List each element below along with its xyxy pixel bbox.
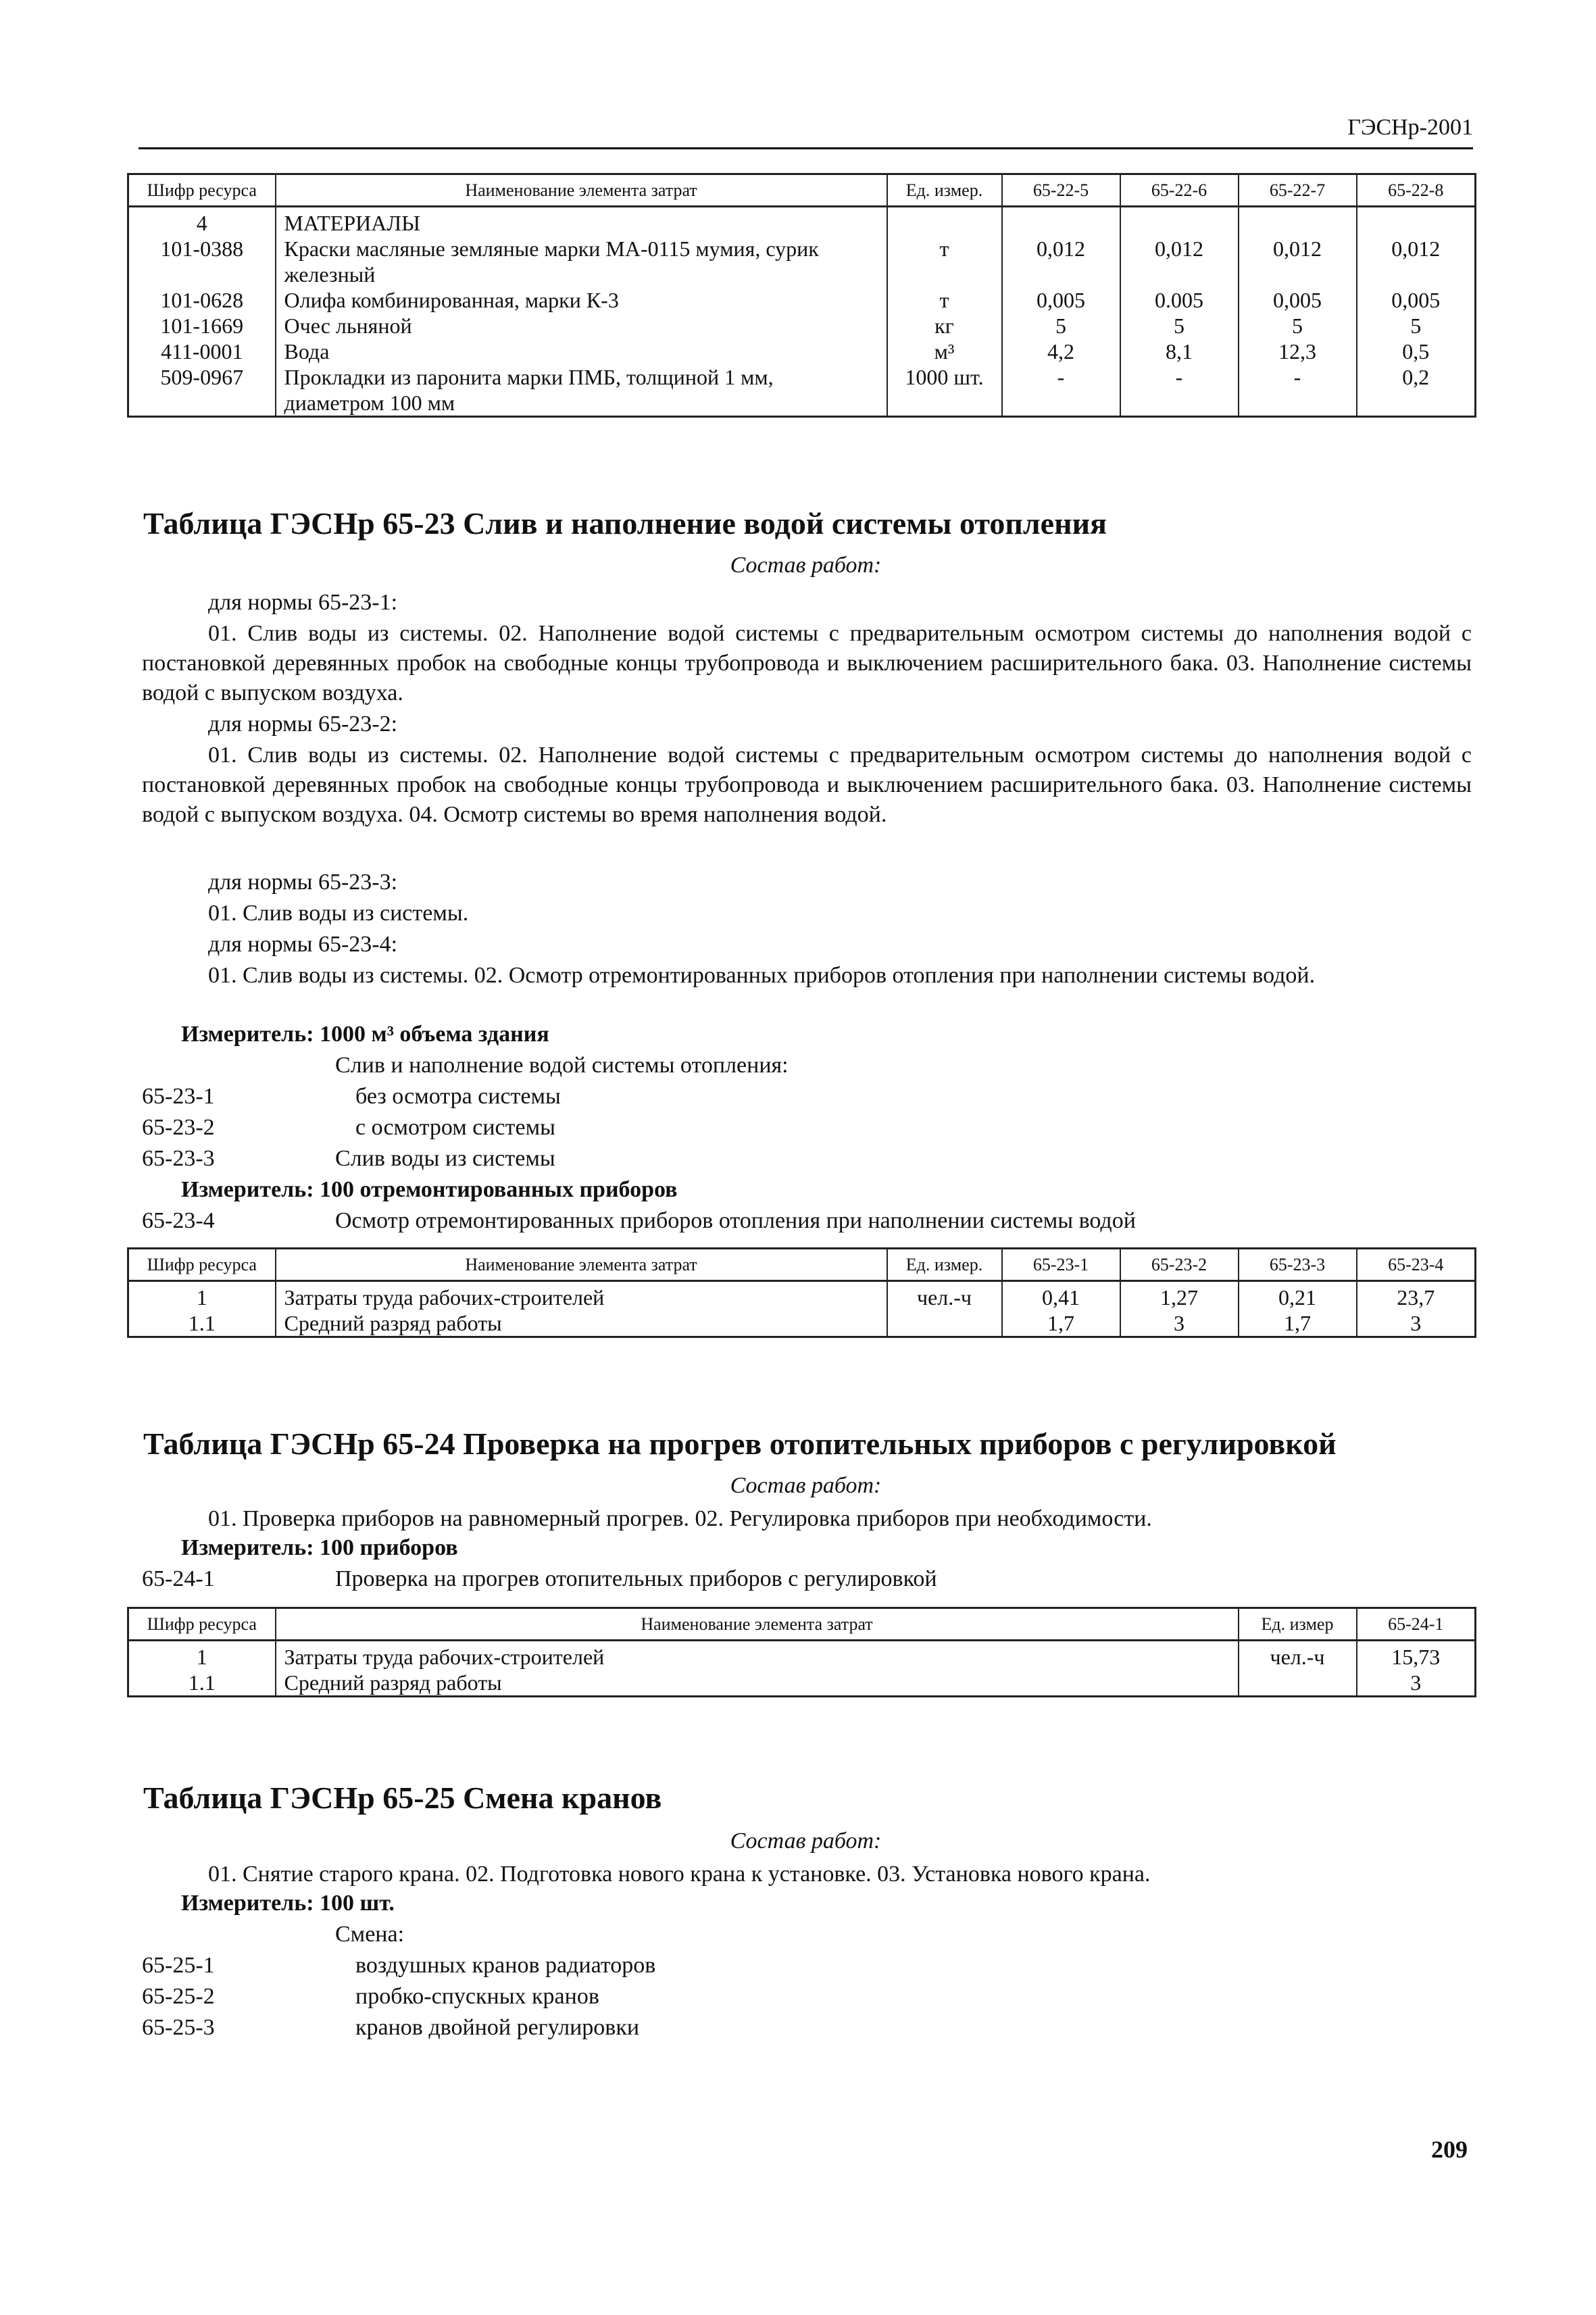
col-header-norm: 65-22-7 — [1239, 174, 1357, 207]
cell: 5 — [1002, 313, 1120, 339]
cell: 0,012 — [1002, 236, 1120, 287]
cell: 0.005 — [1120, 287, 1239, 313]
cell: т — [887, 287, 1002, 313]
cell: 1.1 — [128, 1310, 276, 1337]
cell: 0,41 — [1002, 1281, 1120, 1311]
cell: кг — [887, 313, 1002, 339]
table-row — [128, 287, 1476, 313]
cell: 0,012 — [1357, 236, 1476, 287]
norm-code: 65-23-3 — [142, 1146, 215, 1171]
cell: 8,1 — [1120, 339, 1239, 364]
col-header-norm: 65-23-3 — [1239, 1249, 1357, 1281]
cell: 4,2 — [1002, 339, 1120, 364]
work-text: 01. Проверка приборов на равномерный прогрев. 02. Регулировка приборов при необходимости. — [208, 1506, 1152, 1531]
table-row — [128, 364, 1476, 417]
cell: 101-0388 — [128, 236, 276, 287]
measure-unit: Измеритель: 100 отремонтированных приборов — [181, 1177, 678, 1202]
cell — [887, 207, 1002, 237]
cell: 0,005 — [1002, 287, 1120, 313]
norm-label: для нормы 65-23-1: — [208, 590, 398, 615]
norm-text: 01. Слив воды из системы. 02. Осмотр отремонтированных приборов отопления при наполнении системы водой. — [208, 963, 1316, 988]
cell: МАТЕРИАЛЫ — [276, 207, 887, 237]
document-code: ГЭСНр-2001 — [1347, 115, 1473, 140]
norm-name: Осмотр отремонтированных приборов отопления при наполнении системы водой — [335, 1208, 1136, 1233]
cell — [1002, 207, 1120, 237]
cell: м³ — [887, 339, 1002, 364]
header-rule — [139, 147, 1473, 149]
norm-text: 01. Слив воды из системы. — [208, 901, 469, 926]
labor-table-65-24 — [127, 1607, 1476, 1697]
cell — [1239, 207, 1357, 237]
measure-unit: Измеритель: 1000 м³ объема здания — [181, 1022, 549, 1047]
col-header-norm: 65-23-1 — [1002, 1249, 1120, 1281]
table-row — [128, 339, 1476, 364]
cell: Средний разряд работы — [276, 1670, 1239, 1697]
cell: 1,7 — [1002, 1310, 1120, 1337]
col-header-norm: 65-23-4 — [1357, 1249, 1476, 1281]
norm-name: Проверка на прогрев отопительных приборов с регулировкой — [335, 1566, 937, 1591]
col-header-norm: 65-22-5 — [1002, 174, 1120, 207]
col-header-norm: 65-22-6 — [1120, 174, 1239, 207]
norm-name: без осмотра системы — [355, 1084, 561, 1109]
cell: 5 — [1239, 313, 1357, 339]
cell: 101-0628 — [128, 287, 276, 313]
cell: 0,005 — [1357, 287, 1476, 313]
cell: 5 — [1120, 313, 1239, 339]
cell: 1 — [128, 1281, 276, 1311]
table-row — [128, 1670, 1476, 1697]
norm-code: 65-24-1 — [142, 1566, 215, 1591]
group-heading: Смена: — [335, 1922, 405, 1947]
cell: 23,7 — [1357, 1281, 1476, 1311]
labor-table-65-23 — [127, 1247, 1476, 1338]
norm-code: 65-25-3 — [142, 2015, 215, 2040]
cell: 5 — [1357, 313, 1476, 339]
table-row — [128, 1281, 1476, 1311]
norm-code: 65-25-2 — [142, 1984, 215, 2009]
cell: Олифа комбинированная, марки К-3 — [276, 287, 887, 313]
group-heading: Слив и наполнение водой системы отопления: — [335, 1053, 789, 1078]
cell: Затраты труда рабочих-строителей — [276, 1281, 887, 1311]
cell: 15,73 — [1357, 1641, 1476, 1670]
measure-unit: Измеритель: 100 шт. — [181, 1891, 395, 1916]
cell: 3 — [1120, 1310, 1239, 1337]
norm-label: для нормы 65-23-4: — [208, 932, 398, 957]
col-header-unit: Ед. измер. — [887, 174, 1002, 207]
cell: 1,27 — [1120, 1281, 1239, 1311]
cell: 509-0967 — [128, 364, 276, 417]
cell: 1,7 — [1239, 1310, 1357, 1337]
table-row — [128, 207, 1476, 237]
section-title-65-24: Таблица ГЭСНр 65-24 Проверка на прогрев отопительных приборов с регулировкой — [143, 1426, 1337, 1461]
cell: 1 — [128, 1641, 276, 1670]
norm-label: для нормы 65-23-2: — [208, 712, 398, 737]
table-row — [128, 1310, 1476, 1337]
cell: чел.-ч — [1239, 1641, 1357, 1670]
norm-name: пробко-спускных кранов — [355, 1984, 599, 2009]
cell: 0,5 — [1357, 339, 1476, 364]
cell: 1.1 — [128, 1670, 276, 1697]
norm-name: кранов двойной регулировки — [355, 2015, 640, 2040]
cell: Прокладки из паронита марки ПМБ, толщиной 1 мм, диаметром 100 мм — [276, 364, 887, 417]
cell: 101-1669 — [128, 313, 276, 339]
col-header-code: Шифр ресурса — [128, 1608, 276, 1641]
cell: 3 — [1357, 1670, 1476, 1697]
cell — [1357, 207, 1476, 237]
cell: Краски масляные земляные марки МА-0115 мумия, сурик железный — [276, 236, 887, 287]
col-header-norm: 65-22-8 — [1357, 174, 1476, 207]
table-row — [128, 313, 1476, 339]
cell: 0,012 — [1239, 236, 1357, 287]
section-title-65-25: Таблица ГЭСНр 65-25 Смена кранов — [143, 1781, 662, 1815]
work-composition-label: Состав работ: — [730, 1828, 882, 1853]
work-text: 01. Снятие старого крана. 02. Подготовка нового крана к установке. 03. Установка нового крана. — [208, 1862, 1151, 1887]
materials-table — [127, 173, 1476, 418]
cell — [1239, 1670, 1357, 1697]
page-number: 209 — [1431, 2136, 1468, 2163]
cell: т — [887, 236, 1002, 287]
cell: 0,012 — [1120, 236, 1239, 287]
col-header-unit: Ед. измер — [1239, 1608, 1357, 1641]
cell — [1120, 207, 1239, 237]
cell: 3 — [1357, 1310, 1476, 1337]
norm-code: 65-23-1 — [142, 1084, 215, 1109]
cell: 4 — [128, 207, 276, 237]
col-header-unit: Ед. измер. — [887, 1249, 1002, 1281]
work-composition-label: Состав работ: — [730, 553, 882, 578]
table-row — [128, 1641, 1476, 1670]
cell: Средний разряд работы — [276, 1310, 887, 1337]
cell: Затраты труда рабочих-строителей — [276, 1641, 1239, 1670]
cell: чел.-ч — [887, 1281, 1002, 1311]
cell: - — [1120, 364, 1239, 417]
norm-name: воздушных кранов радиаторов — [355, 1953, 656, 1978]
cell: 1000 шт. — [887, 364, 1002, 417]
col-header-code: Шифр ресурса — [128, 174, 276, 207]
cell: Очес льняной — [276, 313, 887, 339]
col-header-name: Наименование элемента затрат — [276, 1608, 1239, 1641]
section-title-65-23: Таблица ГЭСНр 65-23 Слив и наполнение водой системы отопления — [143, 506, 1107, 541]
cell: 0,005 — [1239, 287, 1357, 313]
col-header-name: Наименование элемента затрат — [276, 174, 887, 207]
cell: Вода — [276, 339, 887, 364]
norm-label: для нормы 65-23-3: — [208, 870, 398, 895]
table-row — [128, 236, 1476, 287]
cell: 0,21 — [1239, 1281, 1357, 1311]
col-header-norm: 65-23-2 — [1120, 1249, 1239, 1281]
norm-code: 65-25-1 — [142, 1953, 215, 1978]
norm-name: Слив воды из системы — [335, 1146, 555, 1171]
measure-unit: Измеритель: 100 приборов — [181, 1535, 458, 1560]
cell: 0,2 — [1357, 364, 1476, 417]
norm-text: 01. Слив воды из системы. 02. Наполнение водой системы с предварительным осмотром системы до наполнения водой с постановкой деревянных пробок на свободные концы трубопровода и выключением расширительного бака. 03. Наполнение системы водой с выпуском воздуха. — [142, 621, 1472, 705]
cell: 12,3 — [1239, 339, 1357, 364]
cell: - — [1002, 364, 1120, 417]
work-composition-label: Состав работ: — [730, 1473, 882, 1498]
norm-code: 65-23-2 — [142, 1115, 215, 1140]
cell: 411-0001 — [128, 339, 276, 364]
cell: - — [1239, 364, 1357, 417]
col-header-name: Наименование элемента затрат — [276, 1249, 887, 1281]
col-header-code: Шифр ресурса — [128, 1249, 276, 1281]
col-header-norm: 65-24-1 — [1357, 1608, 1476, 1641]
norm-name: с осмотром системы — [355, 1115, 555, 1140]
norm-text: 01. Слив воды из системы. 02. Наполнение водой системы с предварительным осмотром системы до наполнения водой с постановкой деревянных пробок на свободные концы трубопровода и выключением расширительного бака. 03. Наполнение системы водой с выпуском воздуха. 04. Осмотр системы во время наполнения водой. — [142, 743, 1472, 827]
norm-code: 65-23-4 — [142, 1208, 215, 1233]
cell — [887, 1310, 1002, 1337]
